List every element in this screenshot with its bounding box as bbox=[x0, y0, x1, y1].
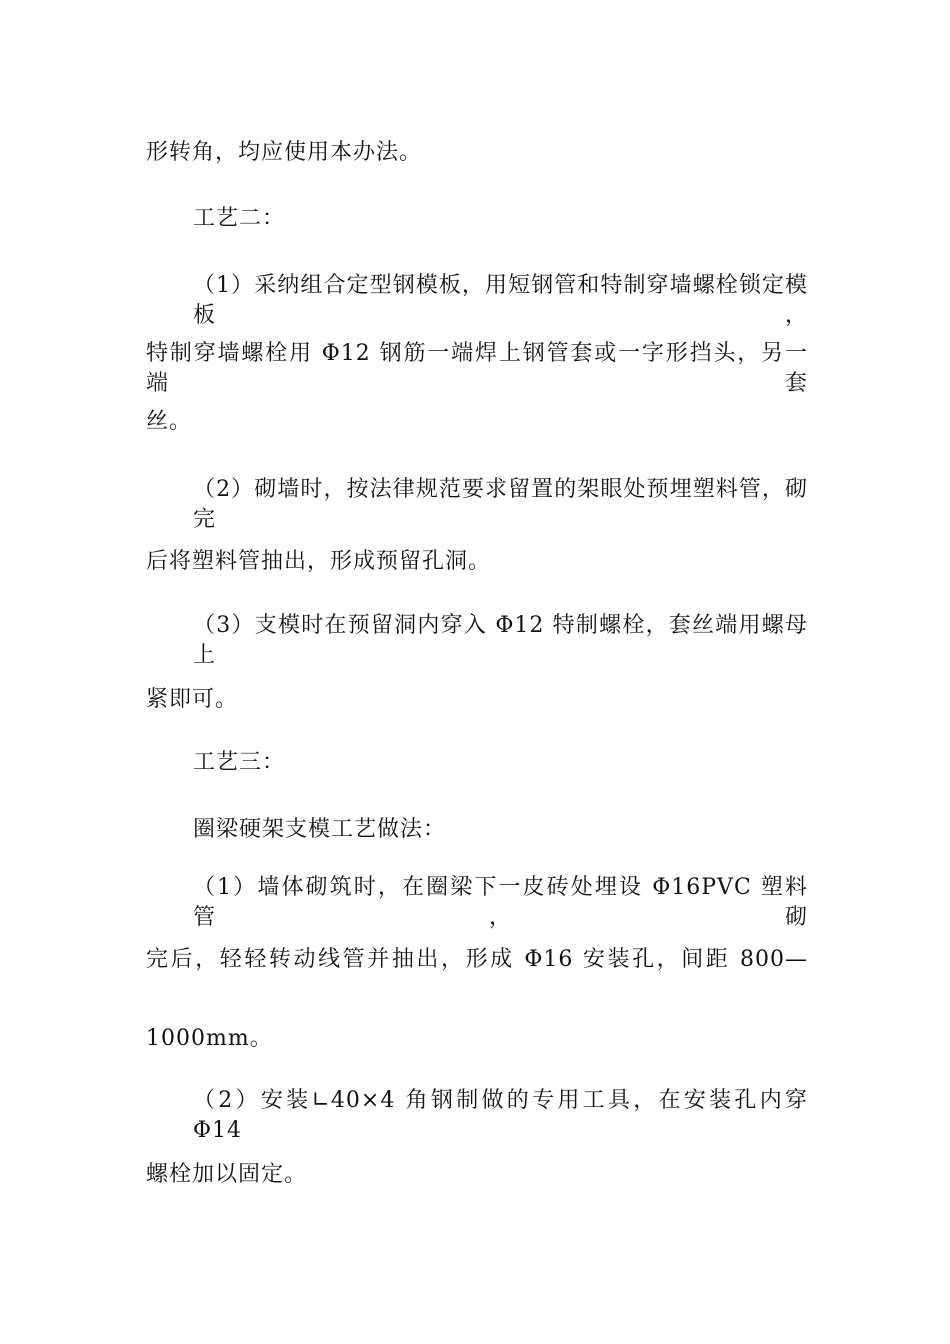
paragraph-line: 紧即可。 bbox=[146, 687, 239, 712]
paragraph-line: 形转角，均应使用本办法。 bbox=[146, 140, 423, 165]
paragraph-line: 特制穿墙螺栓用 Φ12 钢筋一端焊上钢管套或一字形挡头，另一端套 bbox=[146, 341, 808, 396]
paragraph-line: 螺栓加以固定。 bbox=[146, 1162, 308, 1187]
paragraph-line: 1000mm。 bbox=[146, 1026, 273, 1051]
paragraph-line: （3）支模时在预留洞内穿入 Φ12 特制螺栓，套丝端用螺母上 bbox=[193, 613, 808, 668]
paragraph-line: （2）安装∟40×4 角钢制做的专用工具，在安装孔内穿 Φ14 bbox=[193, 1088, 808, 1143]
paragraph-line: 丝。 bbox=[146, 409, 193, 434]
paragraph-line: 完后，轻轻转动线管并抽出，形成 Φ16 安装孔，间距 800— bbox=[146, 947, 808, 972]
paragraph-line: 圈梁硬架支模工艺做法： bbox=[193, 817, 447, 842]
section-heading: 工艺三： bbox=[193, 750, 286, 775]
paragraph-line: 后将塑料管抽出，形成预留孔洞。 bbox=[146, 549, 492, 574]
paragraph-line: （2）砌墙时，按法律规范要求留置的架眼处预埋塑料管，砌完 bbox=[193, 477, 808, 532]
paragraph-line: （1）采纳组合定型钢模板，用短钢管和特制穿墙螺栓锁定模板， bbox=[193, 273, 808, 328]
paragraph-line: （1）墙体砌筑时，在圈梁下一皮砖处埋设 Φ16PVC 塑料管，砌 bbox=[193, 875, 808, 930]
section-heading: 工艺二： bbox=[193, 206, 286, 231]
